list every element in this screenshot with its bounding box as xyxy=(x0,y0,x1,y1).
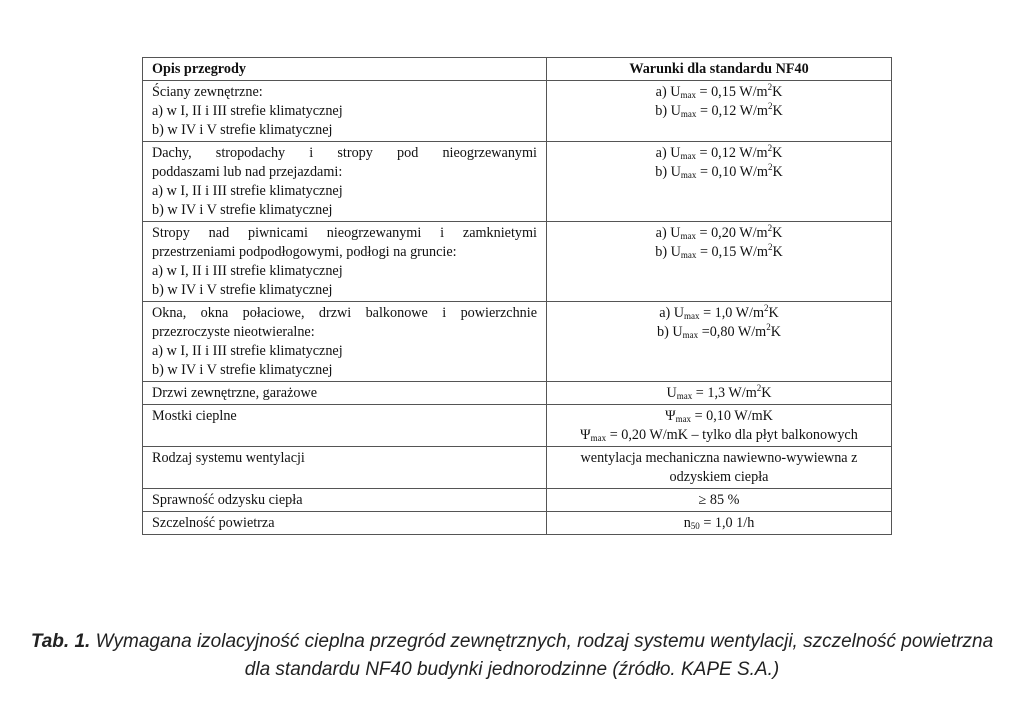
condition-subscript: max xyxy=(684,311,700,321)
description-line: Szczelność powietrza xyxy=(152,515,275,531)
condition-superscript: 2 xyxy=(764,303,769,313)
condition-unit: K xyxy=(772,164,783,180)
condition-symbol: Ψ xyxy=(665,408,676,424)
condition-superscript: 2 xyxy=(767,223,773,233)
description-line: Drzwi zewnętrzne, garażowe xyxy=(152,385,318,401)
row-condition-cell xyxy=(547,142,892,222)
condition-value: = 0,12 W/m xyxy=(696,103,768,119)
row-condition-cell xyxy=(547,512,892,535)
table-row xyxy=(143,512,892,535)
description-line: Okna, okna połaciowe, drzwi balkonowe i powierzchnie xyxy=(152,305,537,321)
row-description-cell xyxy=(143,447,547,489)
column-header-description: Opis przegrody xyxy=(143,58,547,81)
condition-value: = 0,10 W/m xyxy=(696,164,768,180)
condition-line xyxy=(556,144,882,163)
condition-unit: K xyxy=(770,324,781,340)
caption-label: Tab. 1. xyxy=(30,631,91,652)
condition-symbol: b) U xyxy=(655,103,681,119)
condition-value: = 0,15 W/m xyxy=(695,84,768,100)
condition-line xyxy=(556,243,882,262)
condition-line xyxy=(556,83,882,102)
condition-unit: K xyxy=(772,225,783,241)
condition-subscript: max xyxy=(675,414,692,424)
description-line: przezroczyste nieotwieralne: xyxy=(152,324,315,340)
condition-line xyxy=(556,384,882,403)
condition-value: =0,80 W/m xyxy=(698,324,767,340)
table-row xyxy=(143,405,892,447)
condition-line xyxy=(556,304,882,323)
row-condition-cell xyxy=(547,222,892,302)
condition-value: = 0,15 W/m xyxy=(696,244,768,260)
condition-value: = 1,0 W/m xyxy=(699,305,765,321)
condition-superscript: 2 xyxy=(767,101,773,111)
description-line: b) w IV i V strefie klimatycznej xyxy=(152,282,333,298)
condition-symbol: b) U xyxy=(655,244,681,260)
condition-symbol: odzyskiem ciepła xyxy=(669,469,769,485)
condition-value: = 0,20 W/m xyxy=(695,225,768,241)
row-condition-cell xyxy=(547,302,892,382)
condition-symbol: b) U xyxy=(657,324,683,340)
condition-line xyxy=(556,163,882,182)
condition-symbol: wentylacja mechaniczna nawiewno-wywiewna z xyxy=(580,450,858,466)
condition-line xyxy=(556,514,882,533)
table-row xyxy=(143,222,892,302)
condition-line xyxy=(556,468,882,487)
condition-value: = 0,12 W/m xyxy=(695,145,768,161)
nf40-requirements-table xyxy=(142,57,892,535)
condition-line xyxy=(556,323,882,342)
condition-unit: K xyxy=(772,103,783,119)
condition-unit: K xyxy=(768,305,779,321)
condition-symbol: a) U xyxy=(655,145,681,161)
table-body xyxy=(143,81,892,535)
description-line: a) w I, II i III strefie klimatycznej xyxy=(152,103,343,119)
condition-superscript: 2 xyxy=(767,242,773,252)
row-condition-cell xyxy=(547,405,892,447)
condition-value: = 0,20 W/mK – tylko dla płyt balkonowych xyxy=(606,427,858,443)
description-line: a) w I, II i III strefie klimatycznej xyxy=(152,183,343,199)
condition-value: = 1,0 1/h xyxy=(699,515,755,531)
table-row xyxy=(143,382,892,405)
description-line: przestrzeniami podpodłogowymi, podłogi na gruncie: xyxy=(152,244,457,260)
condition-symbol: a) U xyxy=(655,84,681,100)
condition-superscript: 2 xyxy=(767,162,773,172)
condition-symbol: U xyxy=(666,385,677,401)
condition-subscript: max xyxy=(590,433,607,443)
condition-subscript: max xyxy=(676,391,693,401)
condition-subscript: max xyxy=(680,109,697,119)
description-line: Sprawność odzysku ciepła xyxy=(152,492,303,508)
caption-line-1 xyxy=(0,628,1024,656)
description-line: Mostki cieplne xyxy=(152,408,237,424)
condition-symbol: n xyxy=(683,515,691,531)
column-header-conditions: Warunki dla standardu NF40 xyxy=(547,58,892,81)
condition-subscript: max xyxy=(680,250,697,260)
description-line: b) w IV i V strefie klimatycznej xyxy=(152,362,333,378)
table-caption xyxy=(0,628,1024,684)
caption-line-2: dla standardu NF40 budynki jednorodzinne (źródło. KAPE S.A.) xyxy=(244,659,780,680)
table-row xyxy=(143,142,892,222)
table-header-row xyxy=(143,58,892,81)
condition-subscript: max xyxy=(680,231,696,241)
condition-line xyxy=(556,426,882,445)
condition-symbol: ≥ 85 % xyxy=(698,492,740,508)
description-line: Dachy, stropodachy i stropy pod nieogrzewanymi xyxy=(152,145,537,161)
table-row xyxy=(143,489,892,512)
condition-symbol: b) U xyxy=(655,164,681,180)
requirements-table-container xyxy=(142,57,892,535)
condition-line xyxy=(556,491,882,510)
table-row xyxy=(143,302,892,382)
condition-symbol: a) U xyxy=(659,305,685,321)
description-line: poddaszami lub nad przejazdami: xyxy=(152,164,343,180)
table-row xyxy=(143,81,892,142)
row-description-cell xyxy=(143,142,547,222)
row-description-cell xyxy=(143,81,547,142)
condition-subscript: max xyxy=(682,330,699,340)
row-description-cell xyxy=(143,405,547,447)
description-line: Rodzaj systemu wentylacji xyxy=(152,450,305,466)
description-line: b) w IV i V strefie klimatycznej xyxy=(152,202,333,218)
table-row xyxy=(143,447,892,489)
row-description-cell xyxy=(143,382,547,405)
row-description-cell xyxy=(143,302,547,382)
condition-line xyxy=(556,449,882,468)
condition-subscript: max xyxy=(680,151,696,161)
row-condition-cell xyxy=(547,489,892,512)
condition-symbol: a) U xyxy=(655,225,681,241)
description-line: Stropy nad piwnicami nieogrzewanymi i zamknietymi xyxy=(152,225,537,241)
condition-subscript: max xyxy=(680,90,696,100)
condition-unit: K xyxy=(761,385,772,401)
condition-unit: K xyxy=(772,84,783,100)
condition-line xyxy=(556,224,882,243)
row-condition-cell xyxy=(547,447,892,489)
condition-superscript: 2 xyxy=(767,82,773,92)
condition-subscript: 50 xyxy=(690,521,700,531)
row-condition-cell xyxy=(547,382,892,405)
row-description-cell xyxy=(143,222,547,302)
condition-symbol: Ψ xyxy=(580,427,591,443)
condition-subscript: max xyxy=(680,170,697,180)
condition-superscript: 2 xyxy=(756,383,762,393)
condition-line xyxy=(556,407,882,426)
row-description-cell xyxy=(143,512,547,535)
description-line: a) w I, II i III strefie klimatycznej xyxy=(152,263,343,279)
condition-superscript: 2 xyxy=(767,143,773,153)
condition-superscript: 2 xyxy=(766,322,771,332)
description-line: b) w IV i V strefie klimatycznej xyxy=(152,122,333,138)
condition-value: = 1,3 W/m xyxy=(692,385,757,401)
row-description-cell xyxy=(143,489,547,512)
description-line: Ściany zewnętrzne: xyxy=(152,84,263,100)
condition-line xyxy=(556,102,882,121)
description-line: a) w I, II i III strefie klimatycznej xyxy=(152,343,343,359)
condition-value: = 0,10 W/mK xyxy=(691,408,773,424)
caption-text-1: Wymagana izolacyjność cieplna przegród zewnętrznych, rodzaj systemu wentylacji, szczelność powietrzna xyxy=(90,631,994,652)
condition-unit: K xyxy=(772,145,783,161)
condition-unit: K xyxy=(772,244,783,260)
row-condition-cell xyxy=(547,81,892,142)
